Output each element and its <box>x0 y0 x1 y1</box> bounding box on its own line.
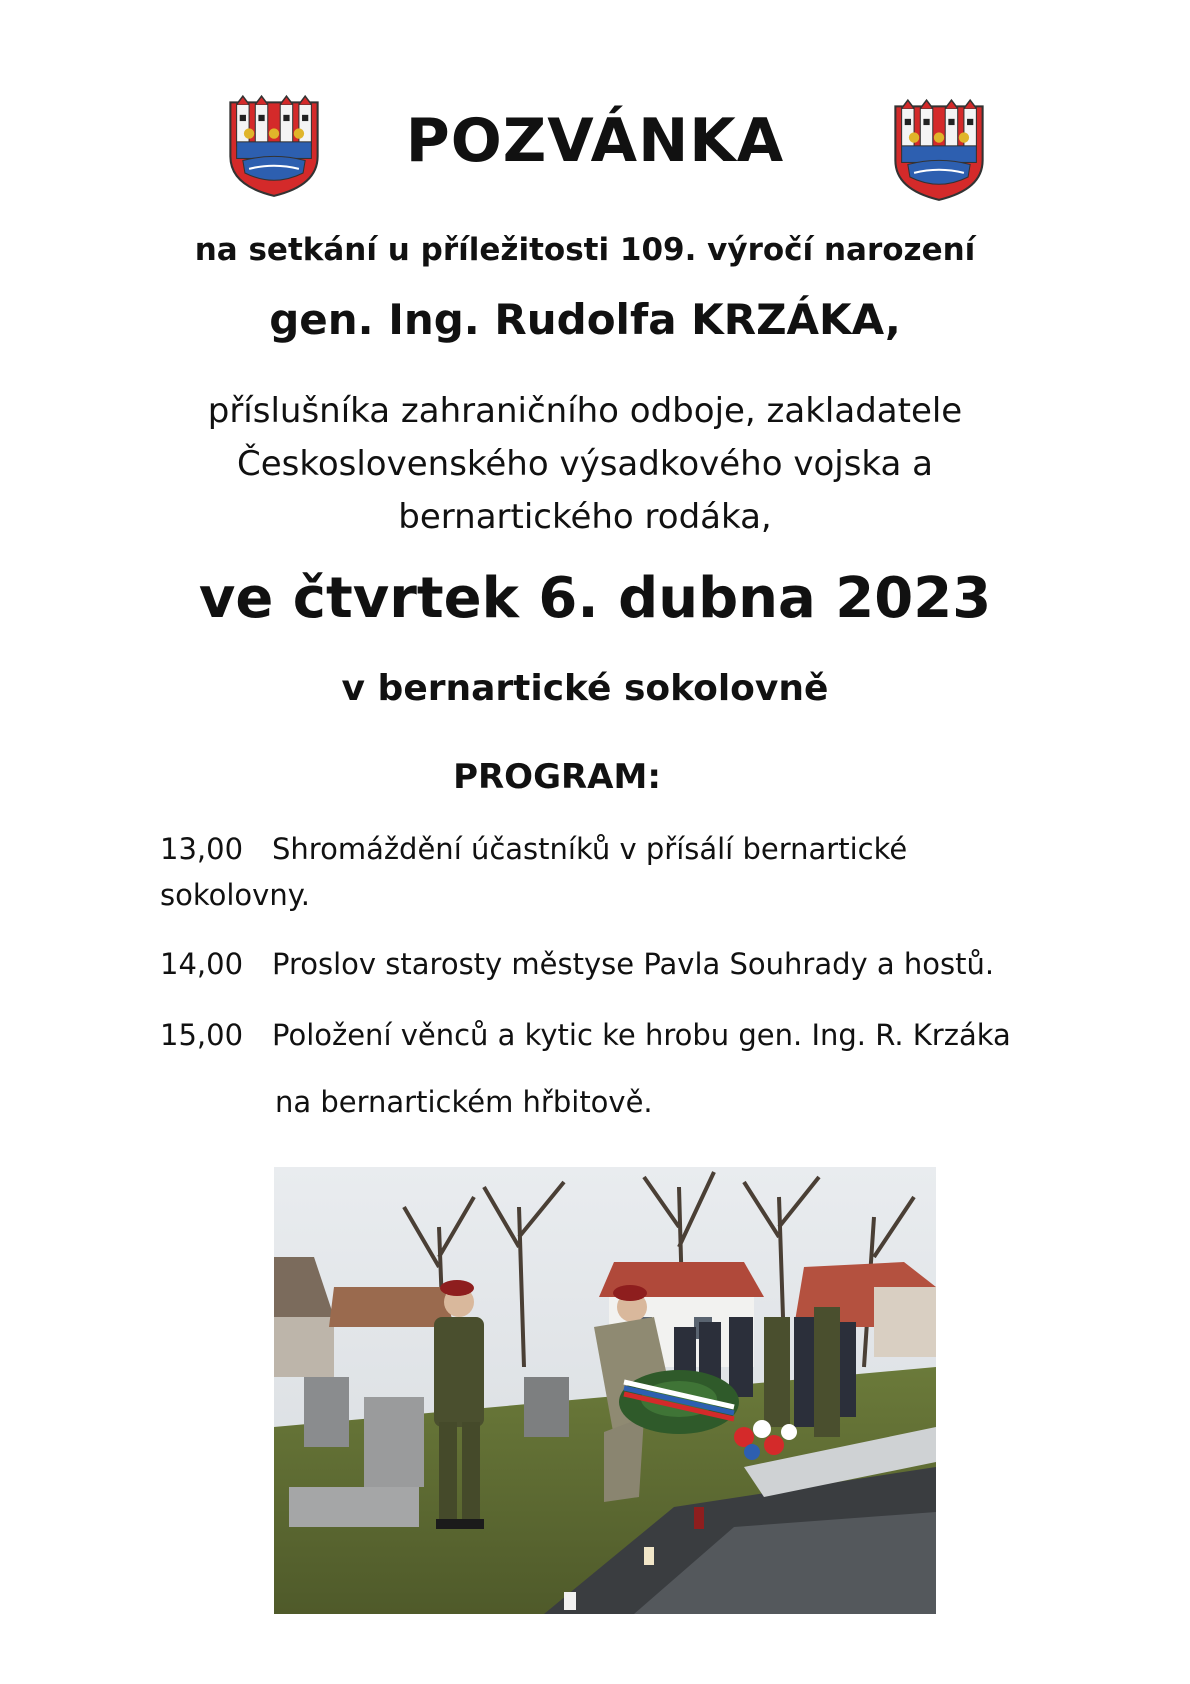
page-title: POZVÁNKA <box>405 106 785 176</box>
program-item <box>160 1012 1060 1058</box>
event-date: ve čtvrtek 6. dubna 2023 <box>198 566 992 631</box>
program-text-continuation: na bernartickém hřbitově. <box>275 1085 653 1119</box>
description-line: bernartického rodáka, <box>398 497 772 537</box>
program-text-continuation: sokolovny. <box>160 878 310 912</box>
program-item <box>160 941 1060 987</box>
event-photo <box>274 1167 936 1614</box>
description-line: příslušníka zahraničního odboje, zakladatele <box>207 391 963 431</box>
program-item <box>160 826 1060 918</box>
program-text: Položení věnců a kytic ke hrobu gen. Ing. R. Krzáka <box>272 1018 1011 1052</box>
occasion-text: na setkání u příležitosti 109. výročí narození <box>194 232 976 268</box>
program-text: Shromáždění účastníků v přísálí bernartické <box>272 832 908 866</box>
honoree-description <box>0 385 1180 544</box>
description-line: Československého výsadkového vojska a <box>237 444 933 484</box>
event-place: v bernartické sokolovně <box>341 668 829 709</box>
program-time: 13,00 <box>160 832 244 866</box>
honoree-name: gen. Ing. Rudolfa KRZÁKA, <box>269 295 901 344</box>
program-heading: PROGRAM: <box>453 757 661 797</box>
program-time: 15,00 <box>160 1018 244 1052</box>
program-text: Proslov starosty městyse Pavla Souhrady a hostů. <box>272 947 995 981</box>
program-time: 14,00 <box>160 947 244 981</box>
